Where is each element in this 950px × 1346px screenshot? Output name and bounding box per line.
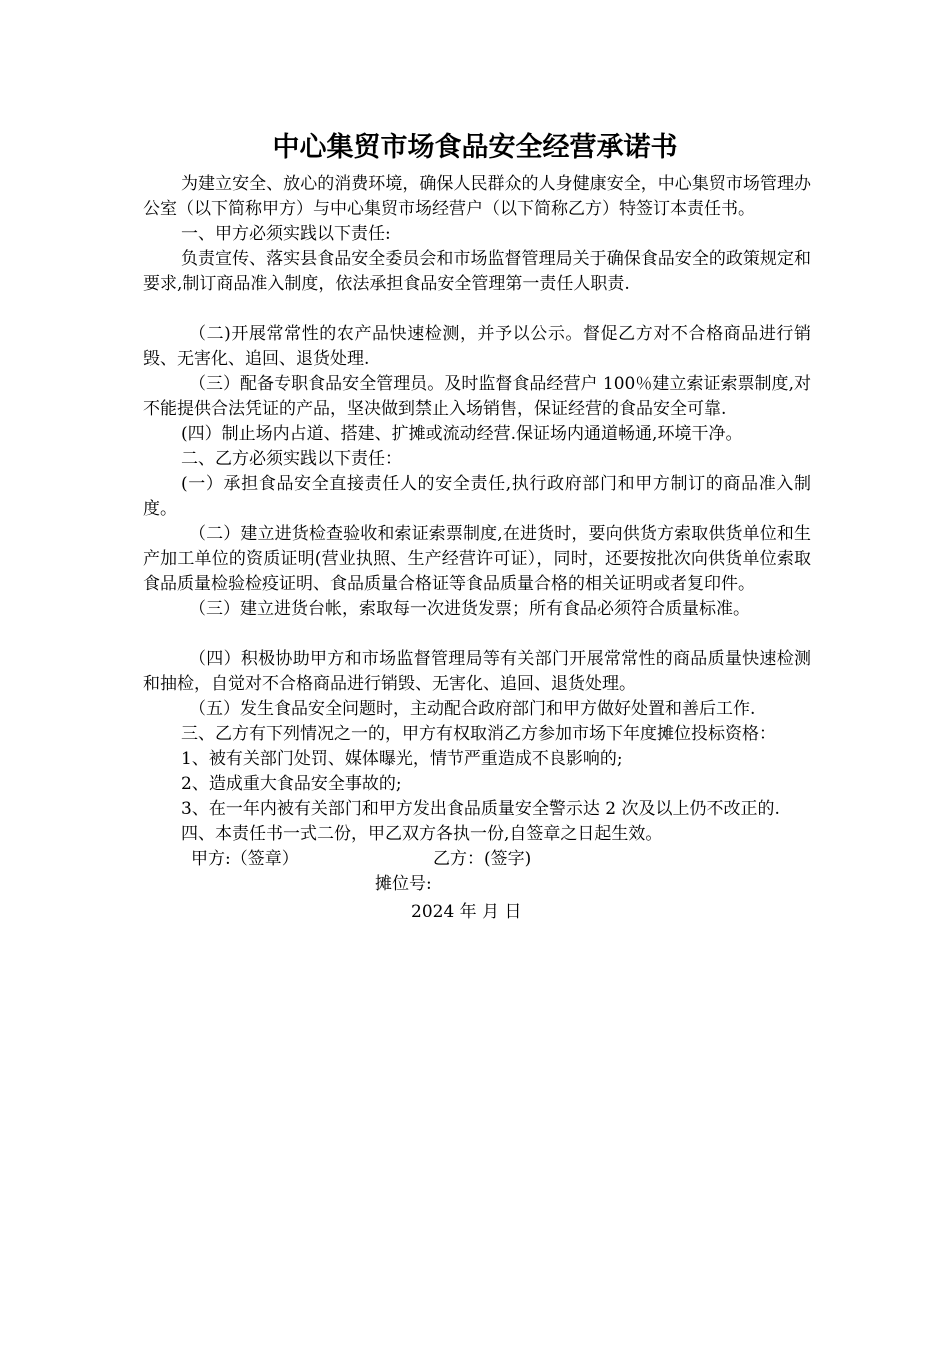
paragraph: （五）发生食品安全问题时，主动配合政府部门和甲方做好处置和善后工作. bbox=[189, 699, 756, 719]
intro-paragraph: 为建立安全、放心的消费环境，确保人民群众的人身健康安全，中心集贸市场管理办公室（以下简称甲方）与中心集贸市场经营户（以下简称乙方）特签订本责任书。 bbox=[143, 174, 811, 219]
party-a-signature: 甲方:（签章） bbox=[191, 849, 299, 869]
blank-line bbox=[143, 622, 811, 647]
section-heading: 四、本责任书一式二份，甲乙双方各执一份,自签章之日起生效。 bbox=[181, 824, 663, 844]
signature-row bbox=[143, 847, 811, 872]
section-heading: 一、甲方必须实践以下责任: bbox=[181, 224, 391, 244]
document-title: 中心集贸市场食品安全经营承诺书 bbox=[272, 132, 678, 163]
document-body bbox=[143, 172, 811, 927]
list-item: 3、在一年内被有关部门和甲方发出食品质量安全警示达 2 次及以上仍不改正的. bbox=[181, 799, 780, 819]
paragraph: 负责宣传、落实县食品安全委员会和市场监督管理局关于确保食品安全的政策规定和要求,制订商品准入制度，依法承担食品安全管理第一责任人职责. bbox=[143, 249, 811, 294]
paragraph: （二)开展常常性的农产品快速检测，并予以公示。督促乙方对不合格商品进行销毁、无害化、追回、退货处理. bbox=[143, 324, 811, 369]
paragraph: (一）承担食品安全直接责任人的安全责任,执行政府部门和甲方制订的商品准入制度。 bbox=[143, 474, 811, 519]
list-item: 1、被有关部门处罚、媒体曝光，情节严重造成不良影响的; bbox=[181, 749, 623, 769]
paragraph: （三）配备专职食品安全管理员。及时监督食品经营户 100％建立索证索票制度,对不能提供合法凭证的产品，坚决做到禁止入场销售，保证经营的食品安全可靠. bbox=[143, 374, 811, 419]
signing-date: 2024 年 月 日 bbox=[411, 902, 522, 922]
booth-number: 摊位号: bbox=[375, 874, 432, 894]
paragraph: (四）制止场内占道、搭建、扩摊或流动经营.保证场内通道畅通,环境干净。 bbox=[181, 424, 743, 444]
section-heading: 二、乙方必须实践以下责任： bbox=[181, 449, 402, 469]
blank-line bbox=[143, 297, 811, 322]
paragraph: （四）积极协助甲方和市场监督管理局等有关部门开展常常性的商品质量快速检测和抽检，自觉对不合格商品进行销毁、无害化、追回、退货处理。 bbox=[143, 649, 811, 694]
paragraph: （三）建立进货台帐，索取每一次进货发票；所有食品必须符合质量标准。 bbox=[189, 599, 750, 619]
paragraph: （二）建立进货检查验收和索证索票制度,在进货时，要向供货方索取供货单位和生产加工单位的资质证明(营业执照、生产经营许可证），同时，还要按批次向供货单位索取食品质量检验检疫证明、食品质量合格证等食品质量合格的相关证明或者复印件。 bbox=[143, 524, 811, 594]
party-b-signature: 乙方：(签字) bbox=[433, 849, 532, 869]
list-item: 2、造成重大食品安全事故的; bbox=[181, 774, 402, 794]
section-heading: 三、乙方有下列情况之一的，甲方有权取消乙方参加市场下年度摊位投标资格： bbox=[181, 724, 776, 744]
